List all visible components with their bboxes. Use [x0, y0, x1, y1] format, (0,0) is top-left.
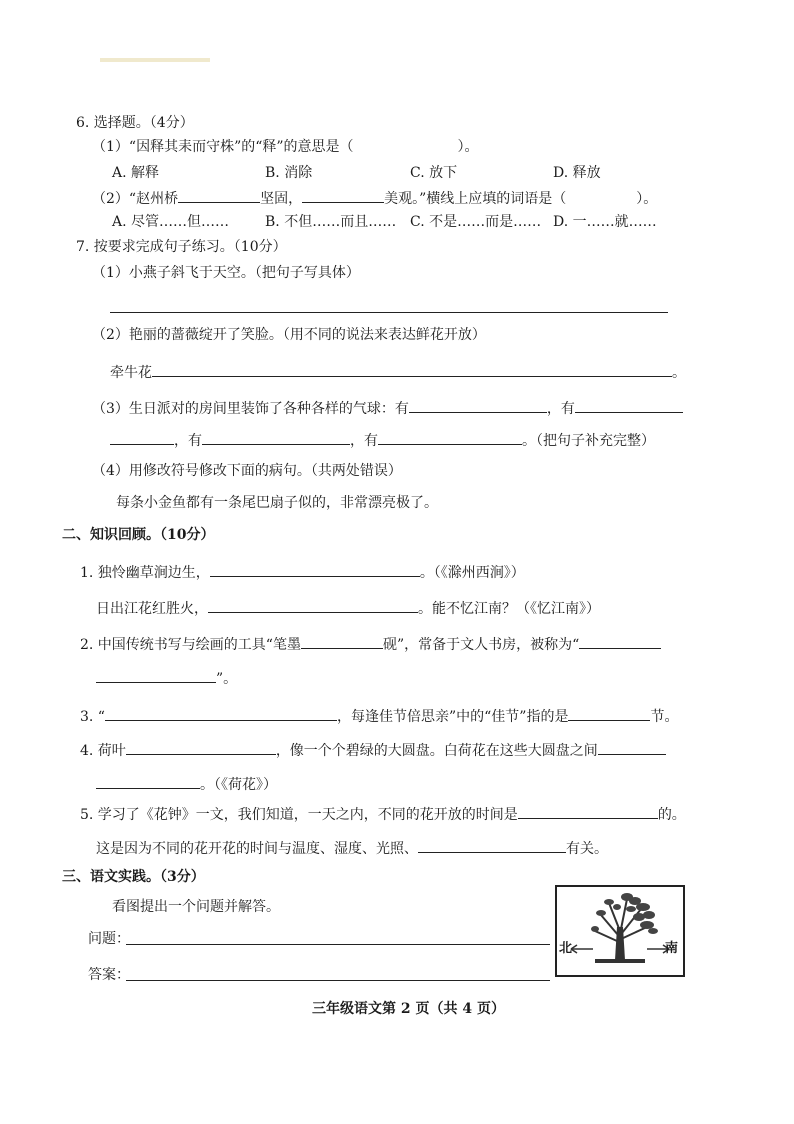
- s2-q5: 5. 学习了《花钟》一文，我们知道，一天之内，不同的花开放的时间是 的。: [80, 804, 686, 824]
- north-label: 北: [559, 941, 573, 956]
- q7-p3-line2: ，有 ，有 。（把句子补充完整）: [110, 430, 655, 450]
- blank-field[interactable]: [126, 740, 276, 755]
- blank-field[interactable]: [568, 706, 650, 721]
- answer-answer-line[interactable]: [126, 980, 550, 981]
- section3-title: 三、语文实践。（3分）: [62, 869, 205, 885]
- blank-field[interactable]: [378, 430, 522, 445]
- blank-field[interactable]: [202, 430, 350, 445]
- s2-q3: 3. “ ，每逢佳节倍思亲”中的“佳节”指的是 节。: [80, 706, 678, 726]
- answer-line[interactable]: [110, 312, 668, 313]
- option-a[interactable]: A. 尽管……但……: [112, 214, 230, 230]
- blank-field[interactable]: [110, 430, 174, 445]
- q7-p2-answer: 牵牛花 。: [110, 362, 686, 382]
- blank-field[interactable]: [178, 188, 260, 203]
- s2-q2-cont: ”。: [96, 668, 237, 688]
- q6-p1-stem: （1）“因释其耒而守株”的“释”的意思是（ ）。: [92, 139, 479, 155]
- blank-field[interactable]: [152, 362, 672, 377]
- blank-field[interactable]: [96, 774, 200, 789]
- s2-q5-cont: 这是因为不同的花开花的时间与温度、湿度、光照、 有关。: [96, 838, 608, 858]
- option-d[interactable]: D. 一……就……: [553, 214, 657, 230]
- option-c[interactable]: C. 不是……而是……: [410, 214, 542, 230]
- blank-field[interactable]: [409, 398, 547, 413]
- blank-field[interactable]: [301, 634, 383, 649]
- scan-smudge: [100, 58, 210, 62]
- s2-q1b: 日出江花红胜火， 。能不忆江南？（《忆江南》）: [96, 598, 600, 618]
- q6-title: 6. 选择题。（4分）: [76, 115, 194, 131]
- option-c[interactable]: C. 放下: [410, 165, 458, 181]
- section2-title: 二、知识回顾。（10分）: [62, 527, 215, 543]
- blank-field[interactable]: [579, 634, 661, 649]
- page-footer: 三年级语文第 2 页（共 4 页）: [312, 1001, 505, 1017]
- q7-p4: （4）用修改符号修改下面的病句。（共两处错误）: [92, 463, 402, 479]
- blank-field[interactable]: [518, 804, 658, 819]
- q7-p2: （2）艳丽的蔷薇绽开了笑脸。（用不同的说法来表达鲜花开放）: [92, 327, 486, 343]
- q6-p2-options: [0, 213, 794, 231]
- option-a[interactable]: A. 解释: [112, 165, 160, 181]
- q7-p4-sentence: 每条小金鱼都有一条尾巴扇子似的，非常漂亮极了。: [116, 495, 438, 511]
- blank-field[interactable]: [105, 706, 337, 721]
- question-label: 问题：: [88, 931, 130, 947]
- option-b[interactable]: B. 不但……而且……: [265, 214, 397, 230]
- q6-p1-options: [0, 164, 794, 182]
- blank-field[interactable]: [96, 668, 216, 683]
- blank-field[interactable]: [210, 562, 420, 577]
- s2-q2: 2. 中国传统书写与绘画的工具“笔墨 砚”，常备于文人书房，被称为“: [80, 634, 661, 654]
- blank-field[interactable]: [598, 740, 666, 755]
- s3-instruction: 看图提出一个问题并解答。: [112, 899, 280, 915]
- option-b[interactable]: B. 消除: [265, 165, 313, 181]
- answer-label: 答案：: [88, 967, 130, 983]
- question-answer-line[interactable]: [126, 944, 550, 945]
- blank-field[interactable]: [208, 598, 418, 613]
- s2-q4-cont: 。（《荷花》）: [96, 774, 277, 794]
- tree-icon: [557, 887, 683, 975]
- blank-field[interactable]: [575, 398, 683, 413]
- q7-p1: （1）小燕子斜飞于天空。（把句子写具体）: [92, 265, 360, 281]
- q7-title: 7. 按要求完成句子练习。（10分）: [76, 239, 287, 255]
- s2-q1a: 1. 独怜幽草涧边生， 。（《滁州西涧》）: [80, 562, 525, 582]
- s2-q4: 4. 荷叶 ，像一个个碧绿的大圆盘。白荷花在这些大圆盘之间: [80, 740, 666, 760]
- q7-p3-line1: （3）生日派对的房间里装饰了各种各样的气球：有 ，有: [92, 398, 683, 418]
- option-d[interactable]: D. 释放: [553, 165, 601, 181]
- q6-p2-stem: （2）“赵州桥 坚固， 美观。”横线上应填的词语是（ ）。: [92, 188, 657, 208]
- tree-figure: [555, 885, 685, 977]
- blank-field[interactable]: [302, 188, 384, 203]
- blank-field[interactable]: [418, 838, 566, 853]
- south-label: 南: [665, 941, 679, 956]
